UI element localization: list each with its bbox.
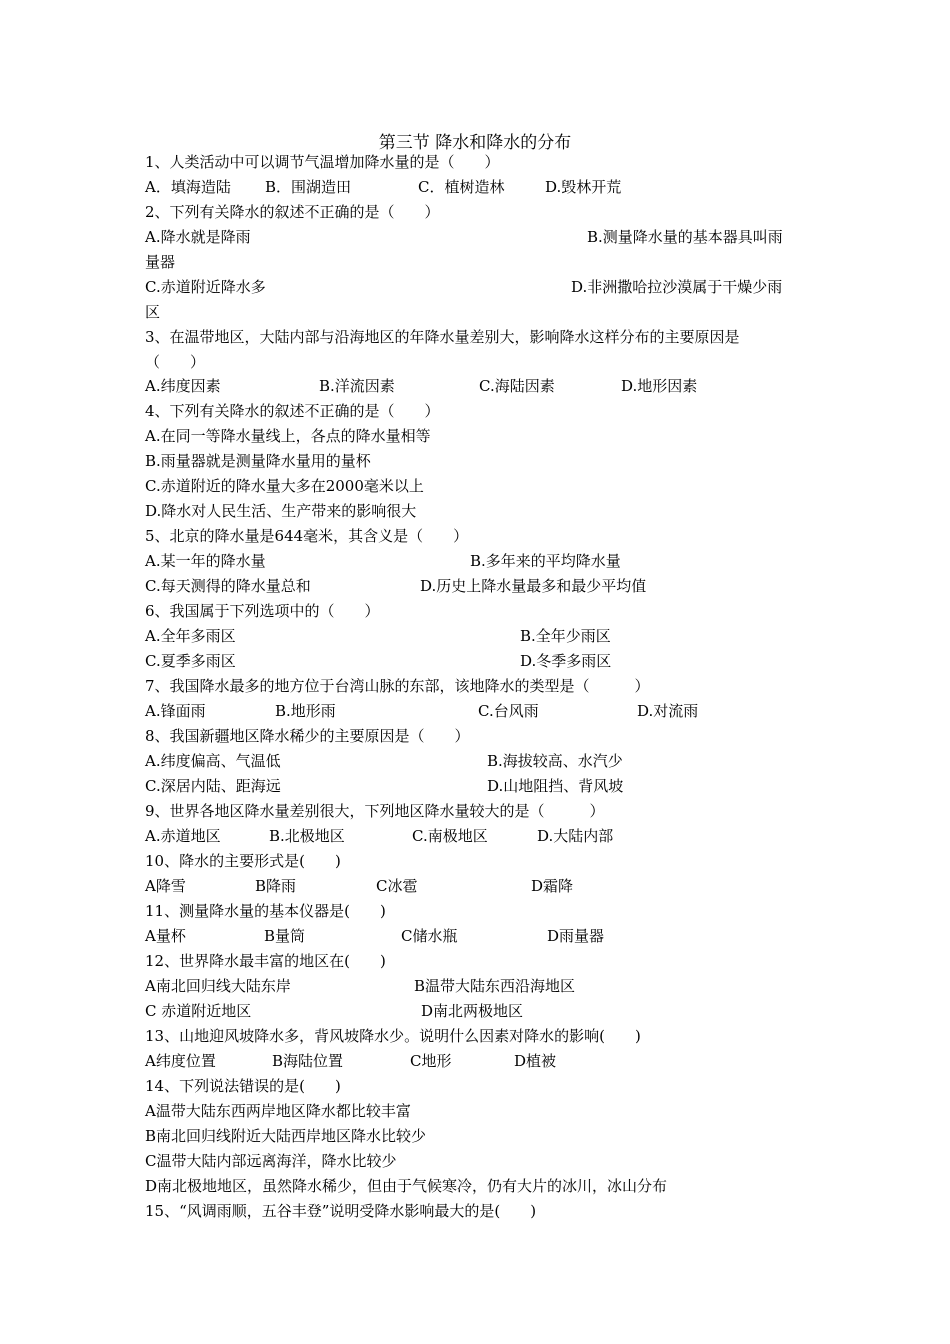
question-text: 量器 (145, 253, 176, 271)
option-text: D植被 (514, 1052, 557, 1070)
option-text: A.赤道地区 (145, 827, 221, 845)
option-text: B海陆位置 (272, 1052, 344, 1070)
option-text: B.地形雨 (275, 702, 336, 720)
question-text: 7、我国降水最多的地方位于台湾山脉的东部，该地降水的类型是（ ） (145, 677, 650, 695)
option-text: B.洋流因素 (319, 377, 395, 395)
option-text: A南北回归线大陆东岸 (145, 977, 291, 995)
question-text: 区 (145, 303, 161, 321)
option-text: B.全年少雨区 (520, 627, 611, 645)
option-text: A.纬度偏高、气温低 (145, 752, 281, 770)
option-text: D.地形因素 (621, 377, 698, 395)
question-text: 6、我国属于下列选项中的（ ） (145, 602, 380, 620)
question-text: D南北极地地区，虽然降水稀少，但由于气候寒冷，仍有大片的冰川，冰山分布 (145, 1177, 668, 1195)
option-text: A.全年多雨区 (145, 627, 236, 645)
option-text: B温带大陆东西沿海地区 (414, 977, 576, 995)
question-text: C温带大陆内部远离海洋，降水比较少 (145, 1152, 397, 1170)
question-text: （ ） (145, 353, 206, 371)
question-text: 2、下列有关降水的叙述不正确的是（ ） (145, 203, 440, 221)
option-text: C.赤道附近降水多 (145, 278, 266, 296)
option-text: B量筒 (264, 927, 306, 945)
question-text: 3、在温带地区，大陆内部与沿海地区的年降水量差别大，影响降水这样分布的主要原因是 (145, 328, 740, 346)
option-text: A.降水就是降雨 (145, 228, 251, 246)
question-text: 15、“风调雨顺，五谷丰登”说明受降水影响最大的是( ) (145, 1202, 537, 1220)
option-text: A纬度位置 (145, 1052, 216, 1070)
option-text: C冰雹 (376, 877, 418, 895)
option-text: B.海拔较高、水汽少 (487, 752, 623, 770)
question-text: 12、世界降水最丰富的地区在( ) (145, 952, 386, 970)
question-text: 14、下列说法错误的是( ) (145, 1077, 341, 1095)
question-text: A.在同一等降水量线上，各点的降水量相等 (145, 427, 431, 445)
option-text: D.对流雨 (637, 702, 699, 720)
question-text: 11、测量降水量的基本仪器是( ) (145, 902, 386, 920)
question-text: 4、下列有关降水的叙述不正确的是（ ） (145, 402, 440, 420)
option-text: C.南极地区 (412, 827, 488, 845)
question-text: 13、山地迎风坡降水多，背风坡降水少。说明什么因素对降水的影响( ) (145, 1027, 641, 1045)
option-text: D.冬季多雨区 (520, 652, 612, 670)
question-text: D.降水对人民生活、生产带来的影响很大 (145, 502, 417, 520)
option-text: C 赤道附近地区 (145, 1002, 252, 1020)
option-text: A降雪 (145, 877, 186, 895)
question-text: C.赤道附近的降水量大多在2000毫米以上 (145, 477, 424, 495)
question-text: 1、人类活动中可以调节气温增加降水量的是（ ） (145, 153, 500, 171)
option-text: B.测量降水量的基本器具叫雨 (587, 228, 783, 246)
question-text: 8、我国新疆地区降水稀少的主要原因是（ ） (145, 727, 470, 745)
option-text: C.海陆因素 (479, 377, 555, 395)
option-text: B．围湖造田 (265, 178, 352, 196)
option-text: A量杯 (145, 927, 186, 945)
option-text: C.深居内陆、距海远 (145, 777, 281, 795)
option-text: B降雨 (255, 877, 297, 895)
option-text: C.台风雨 (478, 702, 539, 720)
option-text: A.纬度因素 (145, 377, 221, 395)
option-text: A.某一年的降水量 (145, 552, 266, 570)
question-text: A温带大陆东西两岸地区降水都比较丰富 (145, 1102, 411, 1120)
option-text: A.锋面雨 (145, 702, 206, 720)
option-text: C地形 (410, 1052, 452, 1070)
question-text: 9、世界各地区降水量差别很大，下列地区降水量较大的是（ ） (145, 802, 605, 820)
option-text: C.每天测得的降水量总和 (145, 577, 311, 595)
option-text: B.北极地区 (269, 827, 345, 845)
option-text: D.非洲撒哈拉沙漠属于干燥少雨 (571, 278, 783, 296)
question-text: 5、北京的降水量是644毫米，其含义是（ ） (145, 527, 469, 545)
option-text: D南北两极地区 (421, 1002, 524, 1020)
option-text: D.山地阻挡、背风坡 (487, 777, 624, 795)
option-text: C.夏季多雨区 (145, 652, 236, 670)
option-text: D.历史上降水量最多和最少平均值 (420, 577, 647, 595)
option-text: B.多年来的平均降水量 (470, 552, 621, 570)
page-title: 第三节 降水和降水的分布 (378, 133, 572, 153)
option-text: C储水瓶 (401, 927, 458, 945)
option-text: D.毁林开荒 (545, 178, 622, 196)
option-text: A．填海造陆 (145, 178, 231, 196)
question-text: 10、降水的主要形式是( ) (145, 852, 341, 870)
question-text: B南北回归线附近大陆西岸地区降水比较少 (145, 1127, 427, 1145)
option-text: D.大陆内部 (537, 827, 614, 845)
option-text: D雨量器 (547, 927, 605, 945)
question-text: B.雨量器就是测量降水量用的量杯 (145, 452, 371, 470)
option-text: D霜降 (531, 877, 574, 895)
option-text: C．植树造林 (418, 178, 505, 196)
